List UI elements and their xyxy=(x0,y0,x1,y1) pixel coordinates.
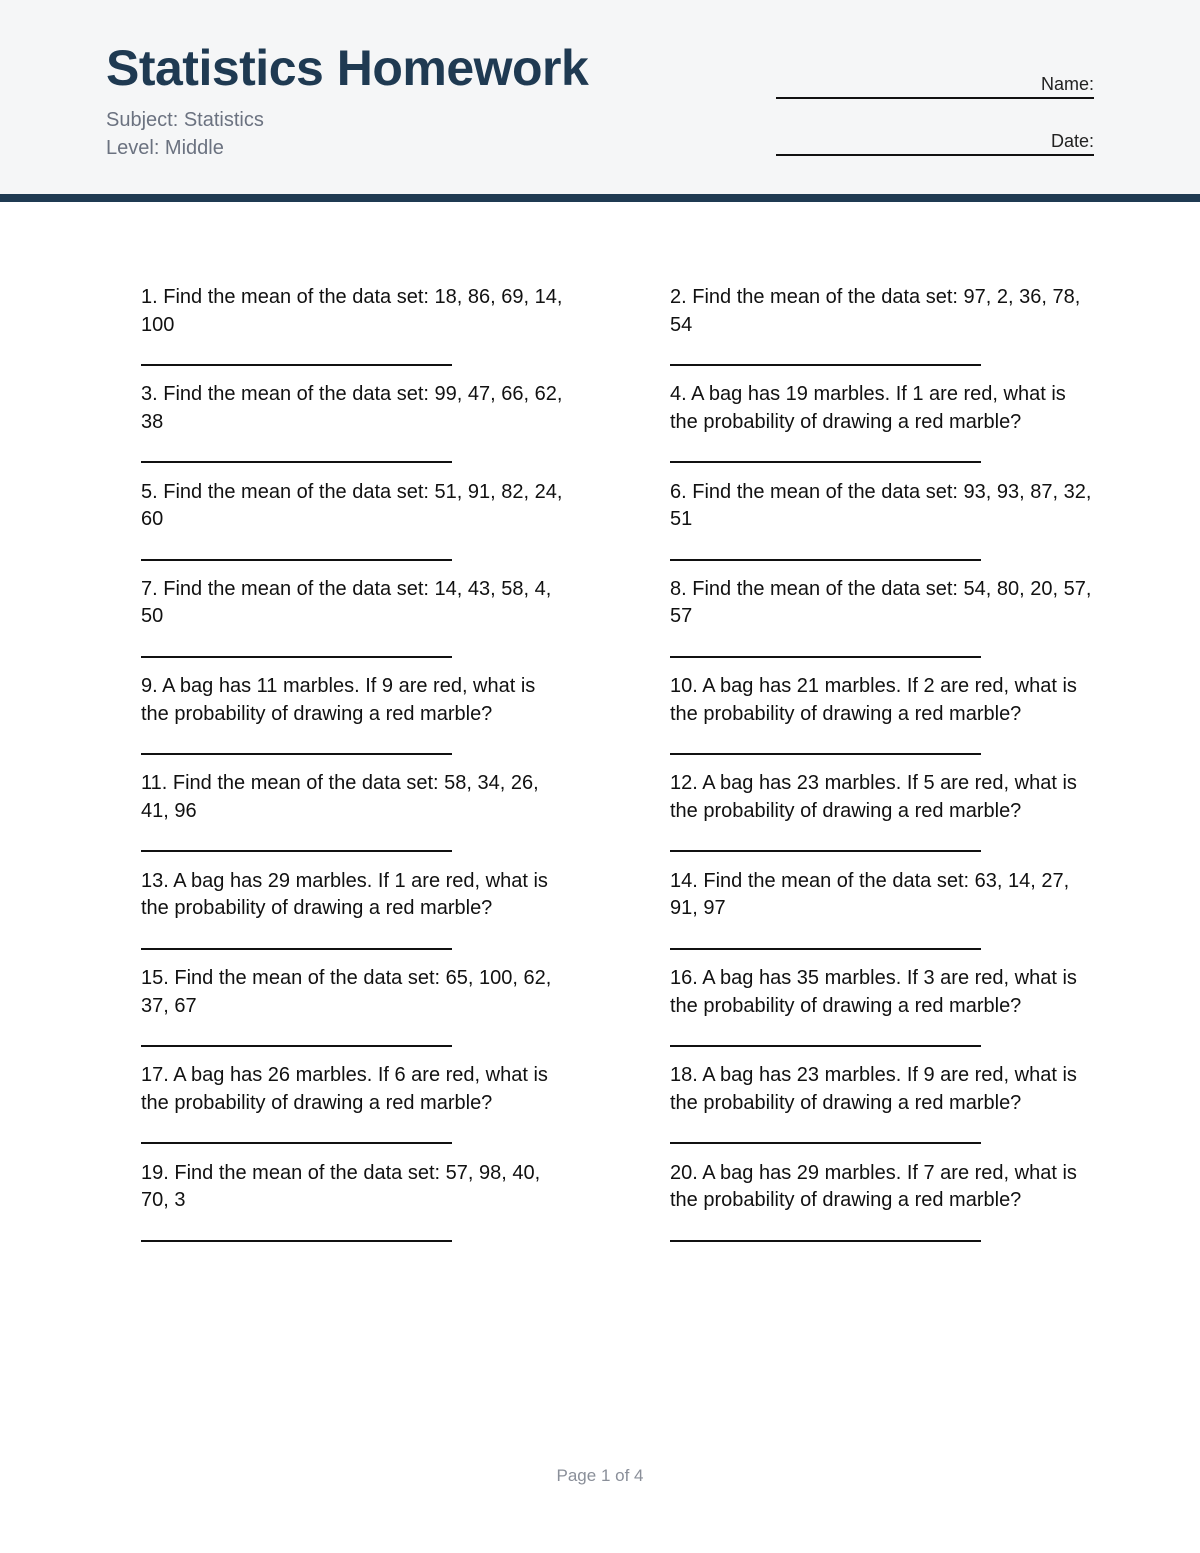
question-text: 16. A bag has 35 marbles. If 3 are red, what is the probability of drawing a red marble? xyxy=(670,967,1077,1017)
page-title: Statistics Homework xyxy=(106,40,589,96)
name-label: Name: xyxy=(1040,74,1094,94)
question-item xyxy=(670,284,1095,339)
question-item xyxy=(670,381,1095,436)
level-line: Level: Middle xyxy=(106,137,224,159)
answer-line[interactable] xyxy=(670,461,981,463)
answer-line[interactable] xyxy=(141,559,452,561)
answer-line[interactable] xyxy=(670,1240,981,1242)
question-item xyxy=(141,965,566,1020)
answer-line[interactable] xyxy=(670,753,981,755)
question-item xyxy=(141,381,566,436)
question-text: 9. A bag has 11 marbles. If 9 are red, what is the probability of drawing a red marble? xyxy=(141,675,536,725)
question-row xyxy=(141,1160,1101,1257)
answer-line[interactable] xyxy=(670,559,981,561)
question-text: 13. A bag has 29 marbles. If 1 are red, what is the probability of drawing a red marble? xyxy=(141,869,548,920)
question-item xyxy=(670,965,1095,1020)
question-text: 10. A bag has 21 marbles. If 2 are red, what is the probability of drawing a red marble? xyxy=(670,675,1077,725)
question-text: 8. Find the mean of the data set: 54, 80, 20, 57, 57 xyxy=(670,577,1092,628)
question-item xyxy=(670,1062,1095,1117)
answer-line[interactable] xyxy=(141,1142,452,1144)
answer-line[interactable] xyxy=(670,1045,981,1047)
answer-line[interactable] xyxy=(141,656,452,658)
question-text: 20. A bag has 29 marbles. If 7 are red, what is the probability of drawing a red marble? xyxy=(670,1161,1077,1212)
question-row xyxy=(141,381,1101,478)
question-text: 11. Find the mean of the data set: 58, 34, 26, 41, 96 xyxy=(141,772,539,822)
question-item xyxy=(141,576,566,631)
question-text: 2. Find the mean of the data set: 97, 2, 36, 78, 54 xyxy=(670,286,1081,336)
question-text: 7. Find the mean of the data set: 14, 43, 58, 4, 50 xyxy=(141,577,552,628)
question-item xyxy=(141,284,566,339)
answer-line[interactable] xyxy=(670,364,981,366)
date-field[interactable] xyxy=(776,126,1094,156)
question-text: 14. Find the mean of the data set: 63, 14, 27, 91, 97 xyxy=(670,869,1070,920)
question-item xyxy=(141,479,566,534)
question-text: 17. A bag has 26 marbles. If 6 are red, what is the probability of drawing a red marble? xyxy=(141,1064,548,1114)
worksheet-header xyxy=(0,0,1200,194)
date-label: Date: xyxy=(1050,131,1094,151)
question-item xyxy=(141,1160,566,1215)
question-text: 3. Find the mean of the data set: 99, 47, 66, 62, 38 xyxy=(141,383,563,433)
question-row xyxy=(141,1062,1101,1159)
answer-line[interactable] xyxy=(141,850,452,852)
question-text: 18. A bag has 23 marbles. If 9 are red, what is the probability of drawing a red marble? xyxy=(670,1064,1077,1114)
answer-line[interactable] xyxy=(141,948,452,950)
questions-grid xyxy=(141,284,1101,1257)
answer-line[interactable] xyxy=(141,1045,452,1047)
question-text: 19. Find the mean of the data set: 57, 98, 40, 70, 3 xyxy=(141,1161,541,1212)
answer-line[interactable] xyxy=(670,948,981,950)
question-row xyxy=(141,965,1101,1062)
answer-line[interactable] xyxy=(141,461,452,463)
question-text: 15. Find the mean of the data set: 65, 100, 62, 37, 67 xyxy=(141,967,552,1017)
question-text: 1. Find the mean of the data set: 18, 86, 69, 14, 100 xyxy=(141,286,563,336)
question-row xyxy=(141,576,1101,673)
subject-line: Subject: Statistics xyxy=(106,109,264,131)
answer-line[interactable] xyxy=(670,656,981,658)
answer-line[interactable] xyxy=(141,364,452,366)
question-row xyxy=(141,673,1101,770)
question-text: 6. Find the mean of the data set: 93, 93, 87, 32, 51 xyxy=(670,480,1092,531)
answer-line[interactable] xyxy=(141,1240,452,1242)
question-text: 12. A bag has 23 marbles. If 5 are red, what is the probability of drawing a red marble? xyxy=(670,772,1077,822)
question-item xyxy=(141,1062,566,1117)
answer-line[interactable] xyxy=(670,850,981,852)
question-row xyxy=(141,479,1101,576)
name-field[interactable] xyxy=(776,69,1094,99)
header-divider xyxy=(0,194,1200,202)
question-item xyxy=(670,770,1095,825)
question-row xyxy=(141,868,1101,965)
question-item xyxy=(670,868,1095,923)
question-item xyxy=(141,770,566,825)
question-row xyxy=(141,770,1101,867)
answer-line[interactable] xyxy=(141,753,452,755)
question-text: 4. A bag has 19 marbles. If 1 are red, what is the probability of drawing a red marble? xyxy=(670,383,1066,433)
question-row xyxy=(141,284,1101,381)
question-item xyxy=(670,479,1095,534)
question-item xyxy=(670,576,1095,631)
question-item xyxy=(141,868,566,923)
question-item xyxy=(670,673,1095,728)
question-item xyxy=(141,673,566,728)
page-number: Page 1 of 4 xyxy=(556,1466,644,1485)
question-text: 5. Find the mean of the data set: 51, 91, 82, 24, 60 xyxy=(141,480,563,531)
answer-line[interactable] xyxy=(670,1142,981,1144)
question-item xyxy=(670,1160,1095,1215)
